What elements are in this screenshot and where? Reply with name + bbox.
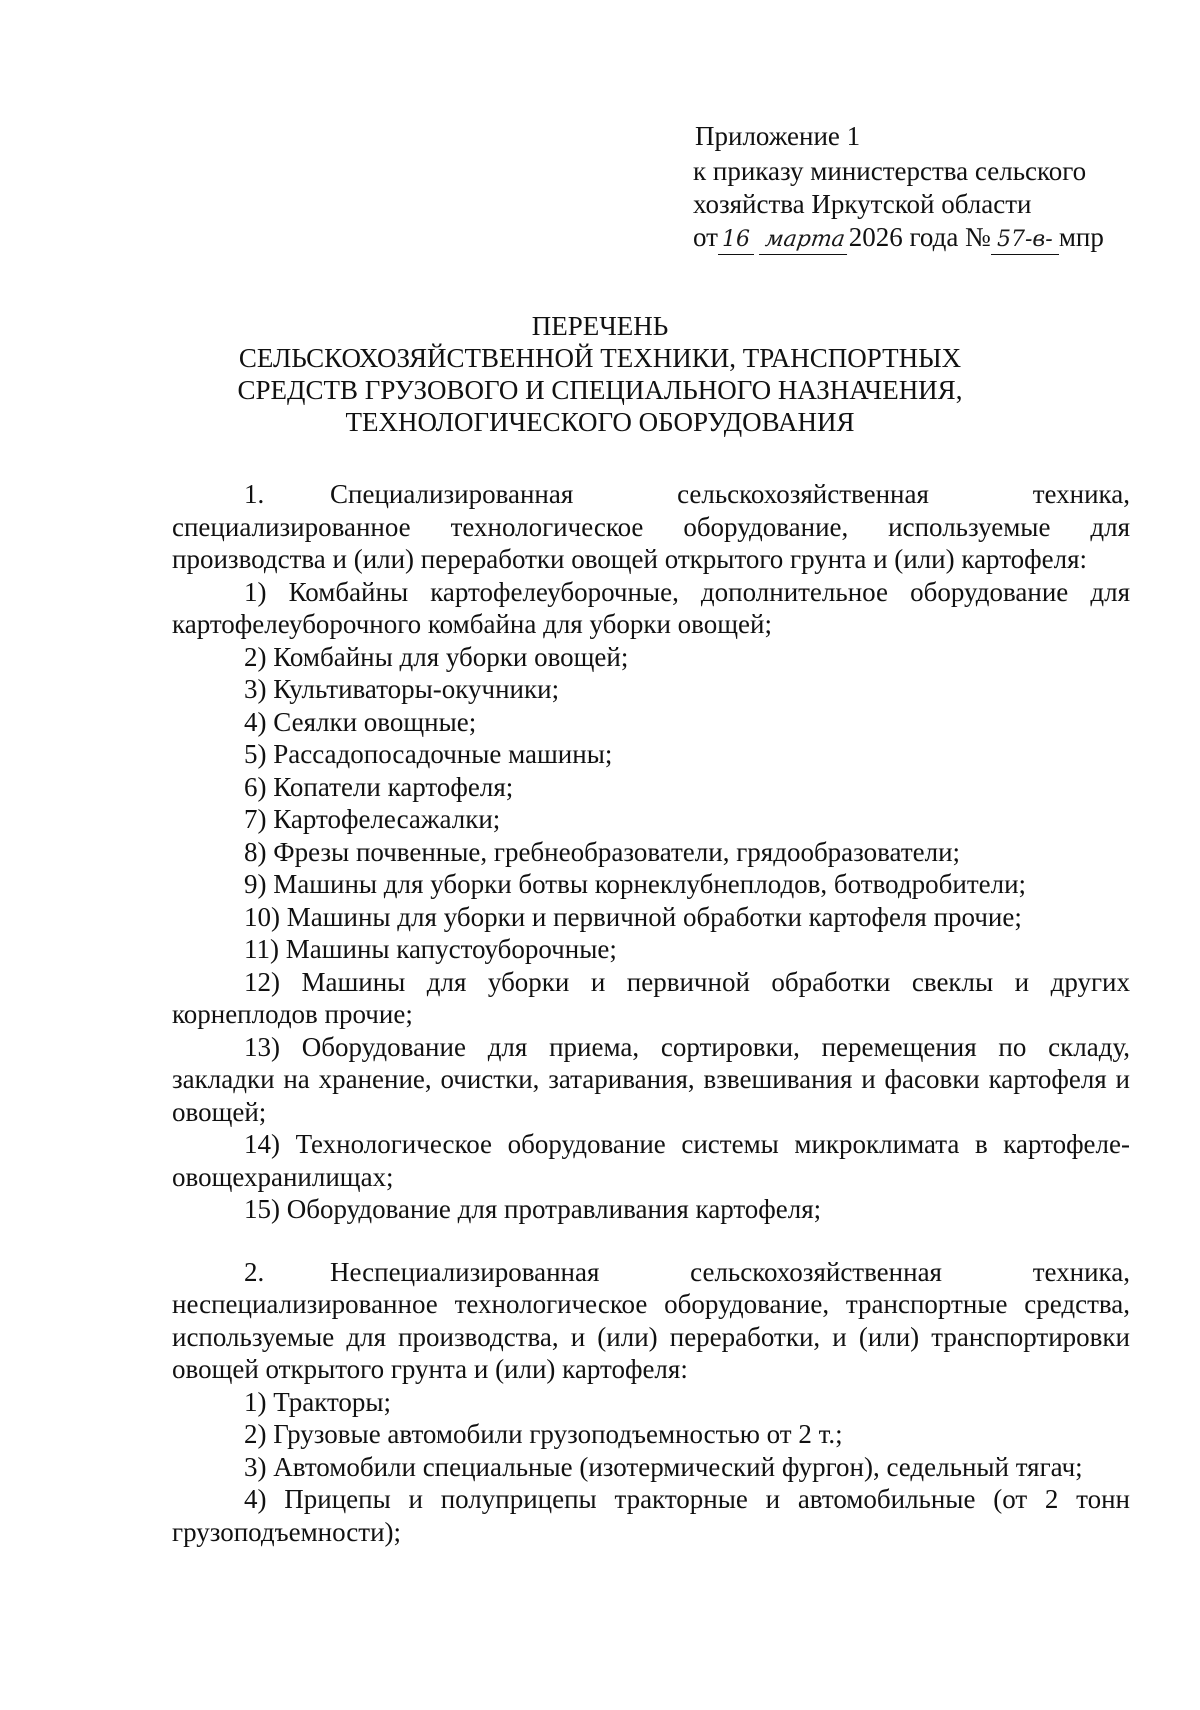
list-item: 9) Машины для уборки ботвы корнеклубнеплодов, ботводробители; [244,869,1027,899]
list-item: 1) Тракторы; [244,1386,392,1417]
appendix-title: Приложение 1 [695,121,861,151]
list-item: 13) Оборудование для приема, сортировки, перемещения по складу, закладки на хранение, очистки, затаривания, взвешивания и фасовки картофеля и овощей; [172,1031,1130,1127]
list-item: 10) Машины для уборки и первичной обработки картофеля прочие; [244,901,1022,932]
section-2-paragraph [172,1256,1130,1386]
order-reference [693,221,1133,255]
list-item: 2) Грузовые автомобили грузоподъемностью от 2 т.; [244,1419,843,1449]
appendix-line-2: хозяйства Иркутской области [693,189,1032,219]
order-month-handwritten: марта [759,226,851,255]
list-item: 12) Машины для уборки и первичной обработки свеклы и других корнеплодов прочие; [172,966,1130,1029]
order-number-handwritten: 57-в- [991,226,1059,255]
list-item: 15) Оборудование для протравливания картофеля; [244,1194,822,1224]
list-item: 4) Прицепы и полуприцепы тракторные и автомобильные (от 2 тонн грузоподъемности); [172,1484,1130,1547]
order-day-handwritten: 16 [718,226,754,255]
list-item: 7) Картофелесажалки; [244,804,501,834]
list-item: 3) Культиваторы-окучники; [244,674,560,704]
list-item: 6) Копатели картофеля; [244,771,514,802]
section-2-number: 2. [244,1256,265,1287]
list-item: 14) Технологическое оборудование системы микроклимата в картофеле-овощехранилищах; [172,1129,1130,1192]
list-item: 2) Комбайны для уборки овощей; [244,641,629,672]
section-1-text: Специализированная сельскохозяйственная техника, специализированное технологическое оборудование, используемые для производства и (или) переработки овощей открытого грунта и (или) картофеля: [172,479,1130,574]
list-item: 3) Автомобили специальные (изотермический фургон), седельный тягач; [244,1451,1083,1482]
order-year-number-label: 2026 года № [848,222,991,252]
list-item: 8) Фрезы почвенные, гребнеобразователи, грядообразователи; [244,836,961,867]
appendix-line-1: к приказу министерства сельского [693,156,1087,186]
order-prefix: от [693,222,718,252]
heading-line-3: СРЕДСТВ ГРУЗОВОГО И СПЕЦИАЛЬНОГО НАЗНАЧЕНИЯ, [237,375,963,405]
document-heading [160,310,1040,438]
heading-line-4: ТЕХНОЛОГИЧЕСКОГО ОБОРУДОВАНИЯ [345,407,855,437]
section-1-paragraph [172,478,1130,576]
list-item: 4) Сеялки овощные; [244,706,477,737]
appendix-block [693,120,1133,255]
list-item: 5) Рассадопосадочные машины; [244,739,613,769]
document-body [172,478,1130,1548]
list-item: 11) Машины капустоуборочные; [244,934,617,964]
heading-line-2: СЕЛЬСКОХОЗЯЙСТВЕННОЙ ТЕХНИКИ, ТРАНСПОРТНЫХ [238,343,962,373]
section-1-number: 1. [244,479,265,509]
section-2-text: Неспециализированная сельскохозяйственная техника, неспециализированное технологическое оборудование, транспортные средства, используемые для производства, и (или) переработки, и (или) транспортировки овощей открытого грунта и (или) картофеля: [172,1256,1130,1384]
list-item: 1) Комбайны картофелеуборочные, дополнительное оборудование для картофелеуборочного комбайна для уборки овощей; [172,576,1130,639]
heading-line-1: ПЕРЕЧЕНЬ [531,311,669,341]
section-spacer [172,1226,1130,1256]
order-suffix: мпр [1058,222,1104,252]
